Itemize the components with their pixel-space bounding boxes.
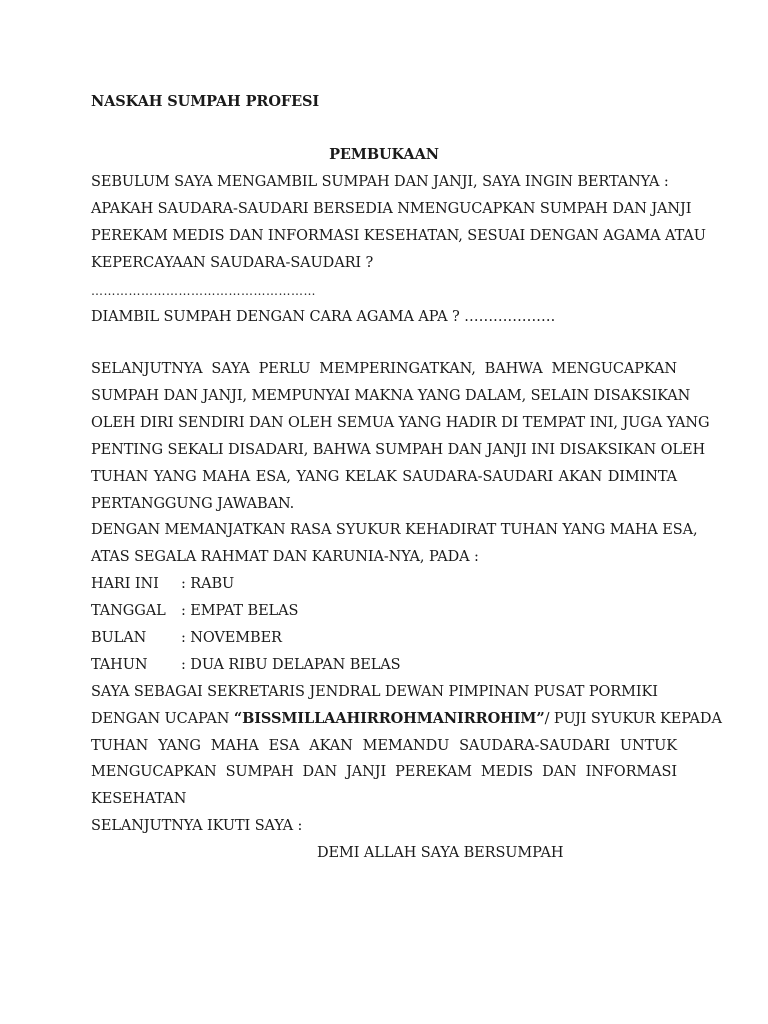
opening-line-3: PEREKAM MEDIS DAN INFORMASI KESEHATAN, SESUAI DENGAN AGAMA ATAU — [91, 228, 706, 244]
field-row-day — [91, 575, 677, 593]
warning-line-5: TUHAN YANG MAHA ESA, YANG KELAK SAUDARA-SAUDARI AKAN DIMINTA — [91, 469, 677, 485]
warning-line-3: OLEH DIRI SENDIRI DAN OLEH SEMUA YANG HADIR DI TEMPAT INI, JUGA YANG — [91, 415, 710, 431]
field-label: TAHUN — [91, 657, 148, 673]
field-value: : DUA RIBU DELAPAN BELAS — [181, 657, 401, 673]
warning-line-1: SELANJUTNYA SAYA PERLU MEMPERINGATKAN, BAHWA MENGUCAPKAN — [91, 361, 677, 377]
field-value: : RABU — [181, 576, 235, 592]
field-row-date — [91, 602, 677, 620]
gratitude-line-1: DENGAN MEMANJATKAN RASA SYUKUR KEHADIRAT TUHAN YANG MAHA ESA, — [91, 522, 698, 538]
field-label: BULAN — [91, 630, 147, 646]
warning-line-2: SUMPAH DAN JANJI, MEMPUNYAI MAKNA YANG DALAM, SELAIN DISAKSIKAN — [91, 388, 691, 404]
document-title: NASKAH SUMPAH PROFESI — [91, 93, 320, 110]
religion-question: DIAMBIL SUMPAH DENGAN CARA AGAMA APA ? ………………. — [91, 309, 556, 325]
oath-line: DEMI ALLAH SAYA BERSUMPAH — [317, 845, 564, 861]
warning-line-6: PERTANGGUNG JAWABAN. — [91, 496, 295, 512]
warning-line-4: PENTING SEKALI DISADARI, BAHWA SUMPAH DAN JANJI INI DISAKSIKAN OLEH — [91, 442, 705, 458]
answer-blank: ……………………………………………… — [91, 284, 316, 298]
basmalah-text: “BISSMILLAAHIRROHMANIRROHIM” — [233, 710, 545, 727]
guide-line-4: MENGUCAPKAN SUMPAH DAN JANJI PEREKAM MEDIS DAN INFORMASI — [91, 764, 677, 780]
guide-line-2-post: / PUJI SYUKUR KEPADA — [544, 711, 722, 727]
gratitude-line-2: ATAS SEGALA RAHMAT DAN KARUNIA-NYA, PADA : — [91, 549, 479, 565]
guide-line-1: SAYA SEBAGAI SEKRETARIS JENDRAL DEWAN PIMPINAN PUSAT PORMIKI — [91, 684, 658, 700]
guide-line-5: KESEHATAN — [91, 791, 187, 807]
guide-line-2-pre: DENGAN UCAPAN — [91, 711, 234, 727]
field-label: TANGGAL — [91, 603, 166, 619]
opening-line-1: SEBULUM SAYA MENGAMBIL SUMPAH DAN JANJI, SAYA INGIN BERTANYA : — [91, 174, 669, 190]
follow-me-line: SELANJUTNYA IKUTI SAYA : — [91, 818, 303, 834]
opening-heading: PEMBUKAAN — [329, 146, 439, 163]
field-value: : EMPAT BELAS — [181, 603, 299, 619]
field-row-year — [91, 656, 677, 674]
field-row-month — [91, 629, 677, 647]
guide-line-3: TUHAN YANG MAHA ESA AKAN MEMANDU SAUDARA-SAUDARI UNTUK — [91, 738, 677, 754]
guide-line-2 — [91, 710, 722, 728]
field-value: : NOVEMBER — [181, 630, 282, 646]
opening-line-4: KEPERCAYAAN SAUDARA-SAUDARI ? — [91, 255, 374, 271]
opening-line-2: APAKAH SAUDARA-SAUDARI BERSEDIA NMENGUCAPKAN SUMPAH DAN JANJI — [91, 201, 692, 217]
field-label: HARI INI — [91, 576, 159, 592]
